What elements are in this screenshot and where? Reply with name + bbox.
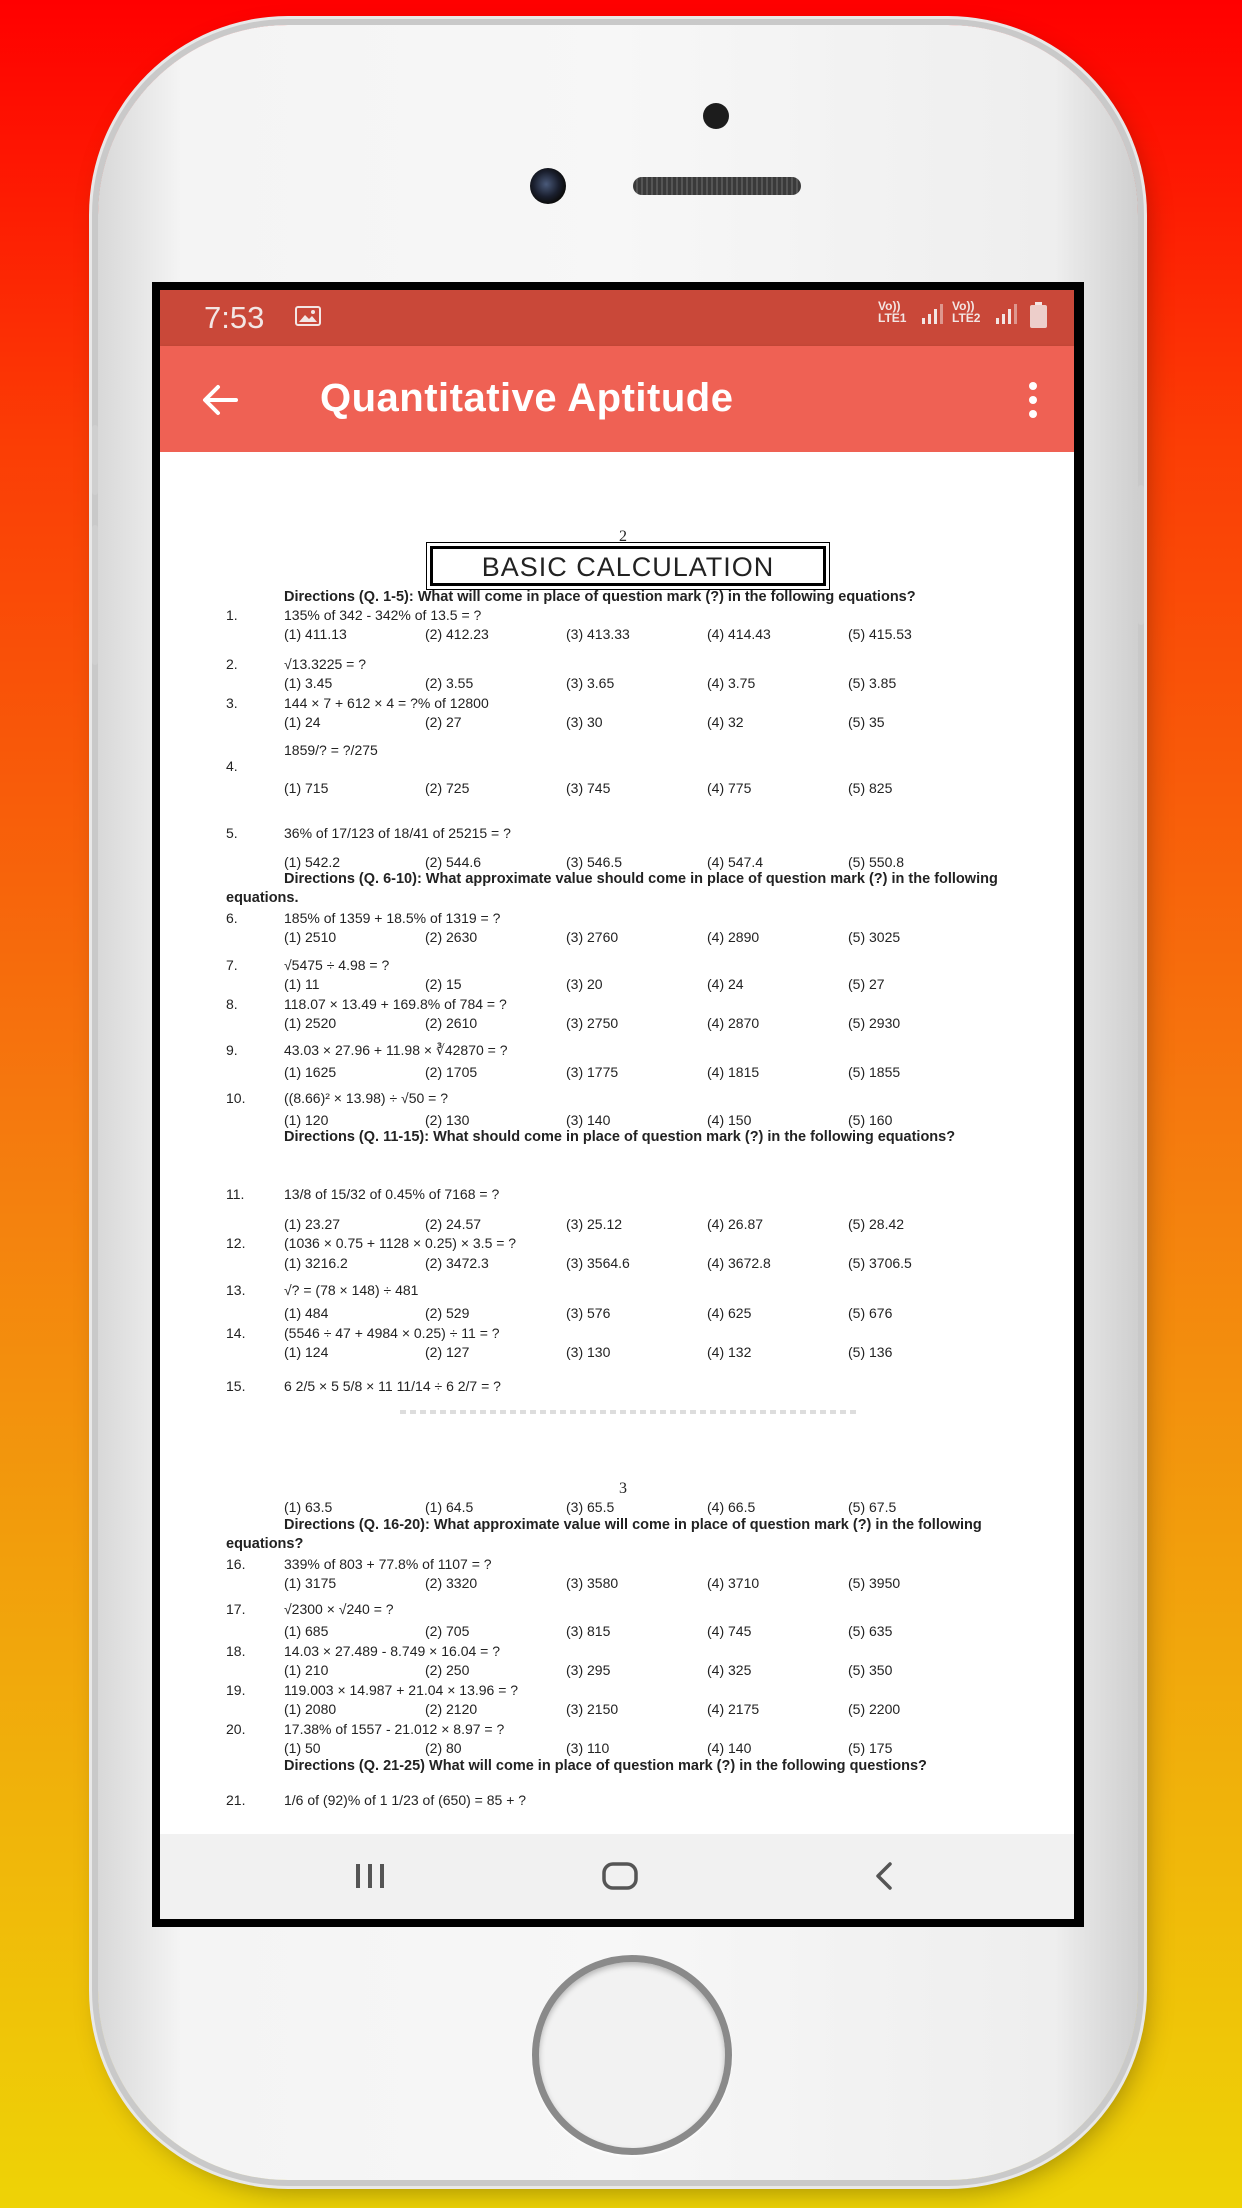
nav-back-icon[interactable] xyxy=(870,1858,898,1894)
question-text: 36% of 17/123 of 18/41 of 25215 = ? xyxy=(284,825,511,841)
question-number: 5. xyxy=(226,825,238,841)
option: (1) 3175 xyxy=(284,1575,337,1591)
option: (3) 130 xyxy=(566,1344,611,1360)
option: (5) 415.53 xyxy=(848,626,912,642)
option: (2) 2120 xyxy=(425,1701,478,1717)
option: (5) 350 xyxy=(848,1662,893,1678)
question-text: 135% of 342 - 342% of 13.5 = ? xyxy=(284,607,482,623)
option: (5) 67.5 xyxy=(848,1499,897,1515)
option: (1) 120 xyxy=(284,1112,329,1128)
navigation-bar xyxy=(160,1834,1074,1919)
option: (3) 2760 xyxy=(566,929,619,945)
option: (5) 3706.5 xyxy=(848,1255,912,1271)
option: (2) 2630 xyxy=(425,929,478,945)
option: (3) 295 xyxy=(566,1662,611,1678)
option: (3) 110 xyxy=(566,1740,610,1756)
option: (2) 80 xyxy=(425,1740,462,1756)
document-viewer[interactable] xyxy=(160,452,1074,1834)
option: (5) 3.85 xyxy=(848,675,897,691)
option: (5) 28.42 xyxy=(848,1216,905,1232)
option: (3) 25.12 xyxy=(566,1216,623,1232)
question-text: √2300 × √240 = ? xyxy=(284,1601,394,1617)
option: (1) 3.45 xyxy=(284,675,333,691)
option: (2) 130 xyxy=(425,1112,470,1128)
question-text: √5475 ÷ 4.98 = ? xyxy=(284,957,390,973)
option: (5) 2200 xyxy=(848,1701,901,1717)
option: (3) 3580 xyxy=(566,1575,619,1591)
option: (4) 3710 xyxy=(707,1575,760,1591)
option: (3) 2750 xyxy=(566,1015,619,1031)
option: (1) 23.27 xyxy=(284,1216,341,1232)
option: (5) 35 xyxy=(848,714,885,730)
arrow-back-icon[interactable] xyxy=(200,380,240,420)
option: (1) 11 xyxy=(284,976,320,992)
option: (5) 676 xyxy=(848,1305,893,1321)
question-number: 11. xyxy=(226,1186,245,1202)
question-text: ((8.66)² × 13.98) ÷ √50 = ? xyxy=(284,1090,449,1106)
option: (1) 411.13 xyxy=(284,626,347,642)
option: (1) 715 xyxy=(284,780,329,796)
option: (1) 685 xyxy=(284,1623,329,1639)
option: (2) 1705 xyxy=(425,1064,478,1080)
option: (3) 30 xyxy=(566,714,603,730)
option: (4) 150 xyxy=(707,1112,752,1128)
option: (3) 815 xyxy=(566,1623,611,1639)
option: (4) 32 xyxy=(707,714,744,730)
sim2-network: LTE2 xyxy=(952,311,981,325)
option: (4) 2890 xyxy=(707,929,760,945)
question-text: 43.03 × 27.96 + 11.98 × ∛42870 = ? xyxy=(284,1042,508,1058)
signal-strength-icon xyxy=(996,304,1018,324)
option: (1) 1625 xyxy=(284,1064,337,1080)
option: (2) 15 xyxy=(425,976,462,992)
directions-text: Directions (Q. 21-25) What will come in place of question mark (?) in the following questions? xyxy=(284,1758,927,1774)
recents-icon[interactable] xyxy=(352,1858,388,1894)
section-heading xyxy=(430,546,826,586)
option: (4) 325 xyxy=(707,1662,752,1678)
option: (2) 705 xyxy=(425,1623,470,1639)
option: (3) 1775 xyxy=(566,1064,619,1080)
option: (3) 3564.6 xyxy=(566,1255,630,1271)
option: (5) 635 xyxy=(848,1623,893,1639)
option: (2) 2610 xyxy=(425,1015,478,1031)
option: (5) 27 xyxy=(848,976,885,992)
question-number: 12. xyxy=(226,1235,246,1251)
question-text: √13.3225 = ? xyxy=(284,656,367,672)
more-vert-icon[interactable] xyxy=(1028,382,1038,418)
heading-text: BASIC CALCULATION xyxy=(481,552,775,582)
option: (1) 2080 xyxy=(284,1701,337,1717)
option: (3) 745 xyxy=(566,780,611,796)
option: (2) 127 xyxy=(425,1344,470,1360)
question-number: 19. xyxy=(226,1682,246,1698)
front-camera xyxy=(530,168,566,204)
option: (5) 825 xyxy=(848,780,893,796)
question-text: (1036 × 0.75 + 1128 × 0.25) × 3.5 = ? xyxy=(284,1235,517,1251)
battery-icon xyxy=(1030,302,1047,328)
question-number: 17. xyxy=(226,1601,246,1617)
directions-text: Directions (Q. 1-5): What will come in place of question mark (?) in the following equations? xyxy=(284,589,916,605)
sim1-network: LTE1 xyxy=(878,311,907,325)
option: (3) 3.65 xyxy=(566,675,615,691)
option: (4) 2870 xyxy=(707,1015,760,1031)
question-number: 1. xyxy=(226,607,238,623)
home-button[interactable] xyxy=(532,1955,732,2155)
option: (4) 625 xyxy=(707,1305,752,1321)
question-text: 185% of 1359 + 18.5% of 1319 = ? xyxy=(284,910,501,926)
directions-text: Directions (Q. 16-20): What approximate value will come in place of question mark (?) in the following equations? xyxy=(226,1517,982,1552)
question-text: 1/6 of (92)% of 1 1/23 of (650) = 85 + ? xyxy=(284,1792,527,1808)
app-bar xyxy=(160,346,1074,452)
question-text: 13/8 of 15/32 of 0.45% of 7168 = ? xyxy=(284,1186,500,1202)
page-title: Quantitative Aptitude xyxy=(320,376,734,420)
question-text: 6 2/5 × 5 5/8 × 11 11/14 ÷ 6 2/7 = ? xyxy=(284,1378,501,1394)
question-text: (5546 ÷ 47 + 4984 × 0.25) ÷ 11 = ? xyxy=(284,1325,500,1341)
question-number: 4. xyxy=(226,758,238,774)
question-number: 7. xyxy=(226,957,238,973)
question-number: 13. xyxy=(226,1282,246,1298)
option: (4) 140 xyxy=(707,1740,752,1756)
status-bar xyxy=(160,290,1074,346)
question-number: 10. xyxy=(226,1090,246,1106)
option: (1) 542.2 xyxy=(284,854,341,870)
option: (5) 175 xyxy=(848,1740,893,1756)
question-number: 6. xyxy=(226,910,238,926)
option: (4) 3672.8 xyxy=(707,1255,771,1271)
option: (4) 414.43 xyxy=(707,626,771,642)
question-text: 17.38% of 1557 - 21.012 × 8.97 = ? xyxy=(284,1721,505,1737)
question-text: √? = (78 × 148) ÷ 481 xyxy=(284,1282,419,1298)
option: (4) 547.4 xyxy=(707,854,764,870)
option: (3) 20 xyxy=(566,976,603,992)
option: (4) 66.5 xyxy=(707,1499,756,1515)
page-number: 2 xyxy=(619,528,627,545)
question-number: 3. xyxy=(226,695,238,711)
option: (2) 3320 xyxy=(425,1575,478,1591)
option: (2) 27 xyxy=(425,714,462,730)
question-number: 18. xyxy=(226,1643,246,1659)
question-text: 14.03 × 27.489 - 8.749 × 16.04 = ? xyxy=(284,1643,501,1659)
question-number: 14. xyxy=(226,1325,246,1341)
option: (1) 64.5 xyxy=(425,1499,474,1515)
question-number: 9. xyxy=(226,1042,238,1058)
option: (5) 2930 xyxy=(848,1015,901,1031)
option: (2) 725 xyxy=(425,780,470,796)
home-icon[interactable] xyxy=(600,1858,640,1894)
option: (4) 24 xyxy=(707,976,744,992)
option: (1) 2510 xyxy=(284,929,337,945)
directions-text: Directions (Q. 6-10): What approximate value should come in place of question mark (?) in the following equations. xyxy=(226,871,998,906)
option: (3) 576 xyxy=(566,1305,611,1321)
proximity-sensor xyxy=(703,103,729,129)
option: (4) 745 xyxy=(707,1623,752,1639)
question-text: 1859/? = ?/275 xyxy=(284,742,378,758)
page-footer-line xyxy=(400,1410,860,1414)
question-text: 119.003 × 14.987 + 21.04 × 13.96 = ? xyxy=(284,1682,519,1698)
question-number: 15. xyxy=(226,1378,246,1394)
question-text: 118.07 × 13.49 + 169.8% of 784 = ? xyxy=(284,996,507,1012)
option: (1) 63.5 xyxy=(284,1499,333,1515)
question-text: 339% of 803 + 77.8% of 1107 = ? xyxy=(284,1556,492,1572)
option: (2) 3.55 xyxy=(425,675,474,691)
option: (1) 484 xyxy=(284,1305,329,1321)
question-number: 8. xyxy=(226,996,238,1012)
option: (3) 413.33 xyxy=(566,626,630,642)
question-text: 144 × 7 + 612 × 4 = ?% of 12800 xyxy=(284,695,489,711)
option: (1) 2520 xyxy=(284,1015,337,1031)
question-number: 20. xyxy=(226,1721,246,1737)
option: (3) 2150 xyxy=(566,1701,619,1717)
sim1-label xyxy=(878,300,906,324)
option: (5) 1855 xyxy=(848,1064,901,1080)
option: (1) 50 xyxy=(284,1740,321,1756)
option: (4) 775 xyxy=(707,780,752,796)
option: (4) 26.87 xyxy=(707,1216,764,1232)
sim1-volte: Vo)) xyxy=(878,299,901,313)
option: (5) 3950 xyxy=(848,1575,901,1591)
option: (3) 546.5 xyxy=(566,854,623,870)
option: (5) 3025 xyxy=(848,929,901,945)
option: (2) 544.6 xyxy=(425,854,482,870)
option: (1) 210 xyxy=(284,1662,329,1678)
option: (4) 2175 xyxy=(707,1701,760,1717)
directions-text: Directions (Q. 11-15): What should come in place of question mark (?) in the following equations? xyxy=(284,1129,956,1145)
sim2-volte: Vo)) xyxy=(952,299,975,313)
option: (1) 24 xyxy=(284,714,321,730)
option: (2) 3472.3 xyxy=(425,1255,489,1271)
phone-screen xyxy=(152,282,1084,1927)
option: (5) 550.8 xyxy=(848,854,905,870)
option: (2) 24.57 xyxy=(425,1216,482,1232)
option: (2) 529 xyxy=(425,1305,470,1321)
option: (4) 132 xyxy=(707,1344,752,1360)
option: (4) 1815 xyxy=(707,1064,760,1080)
option: (3) 65.5 xyxy=(566,1499,615,1515)
image-notification-icon xyxy=(295,306,321,326)
question-number: 21. xyxy=(226,1792,246,1808)
option: (5) 160 xyxy=(848,1112,893,1128)
option: (3) 140 xyxy=(566,1112,611,1128)
sim2-label xyxy=(952,300,980,324)
status-time: 7:53 xyxy=(204,300,265,335)
option: (1) 124 xyxy=(284,1344,329,1360)
option: (2) 250 xyxy=(425,1662,470,1678)
page-number: 3 xyxy=(619,1480,627,1497)
earpiece-speaker xyxy=(633,177,801,195)
option: (4) 3.75 xyxy=(707,675,756,691)
option: (5) 136 xyxy=(848,1344,893,1360)
volume-button xyxy=(92,425,98,495)
question-number: 16. xyxy=(226,1556,246,1572)
volume-button xyxy=(92,525,98,665)
question-number: 2. xyxy=(226,656,238,672)
option: (1) 3216.2 xyxy=(284,1255,348,1271)
signal-strength-icon xyxy=(922,304,944,324)
option: (2) 412.23 xyxy=(425,626,489,642)
power-button xyxy=(1138,485,1144,625)
